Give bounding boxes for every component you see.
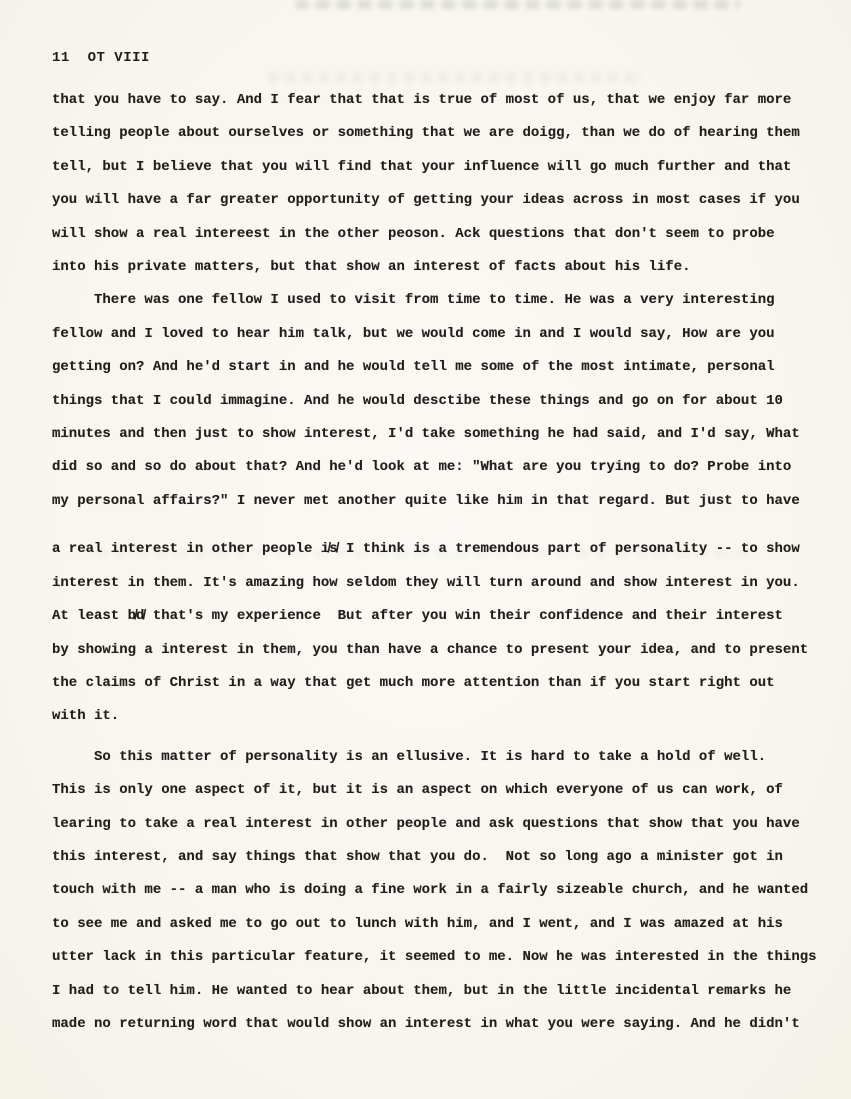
typed-line: to see me and asked me to go out to lunch with him, and I went, and I was amazed at his — [52, 915, 783, 932]
typed-line: So this matter of personality is an ellusive. It is hard to take a hold of well. — [52, 748, 767, 765]
typed-line: telling people about ourselves or something that we are doigg, than we do of hearing them — [52, 125, 800, 142]
typed-line: tell, but I believe that you will find that your influence will go much further and that — [52, 158, 792, 175]
typed-line: by showing a interest in them, you than have a chance to present your idea, and to present — [52, 641, 809, 658]
typed-line: minutes and then just to show interest, I'd take something he had said, and I'd say, What — [52, 426, 800, 443]
typed-line: This is only one aspect of it, but it is an aspect on which everyone of us can work, of — [52, 782, 783, 799]
typed-line: I had to tell him. He wanted to hear about them, but in the little incidental remarks he — [52, 982, 792, 999]
typed-line: will show a real intereest in the other peoson. Ack questions that don't seem to probe — [52, 225, 775, 242]
page-header-label: 11 OT VIII — [52, 50, 150, 66]
paragraph-4 — [52, 741, 831, 1042]
typed-line: interest in them. It's amazing how seldom they will turn around and show interest in you. — [52, 574, 800, 591]
paragraph-2 — [52, 284, 831, 518]
typed-line: a real interest in other people i̸s̸ I think is a tremendous part of personality -- to show — [52, 541, 800, 558]
typed-line: did so and so do about that? And he'd look at me: "What are you trying to do? Probe into — [52, 459, 792, 476]
typed-line: At least b̸d̸ that's my experience But after you win their confidence and their interest — [52, 608, 783, 625]
typed-line: this interest, and say things that show that you do. Not so long ago a minister got in — [52, 848, 783, 865]
typed-line: with it. — [52, 708, 120, 725]
typed-line: you will have a far greater opportunity of getting your ideas across in most cases if you — [52, 192, 800, 209]
typed-line: my personal affairs?" I never met another quite like him in that regard. But just to have — [52, 492, 800, 509]
typed-line: fellow and I loved to hear him talk, but we would come in and I would say, How are you — [52, 325, 775, 342]
typed-content — [52, 48, 831, 1041]
typed-line: that you have to say. And I fear that that is true of most of us, that we enjoy far more — [52, 92, 792, 108]
paragraph-3 — [52, 533, 831, 733]
typed-line: the claims of Christ in a way that get much more attention than if you start right out — [52, 674, 775, 691]
typed-line: things that I could immagine. And he would desctibe these things and go on for about 10 — [52, 392, 783, 409]
typed-line: touch with me -- a man who is doing a fine work in a fairly sizeable church, and he wanted — [52, 882, 809, 899]
typed-line: getting on? And he'd start in and he would tell me some of the most intimate, personal — [52, 359, 775, 376]
typed-line: There was one fellow I used to visit from time to time. He was a very interesting — [52, 292, 775, 309]
ink-ghost-top-edge — [295, 0, 740, 9]
paragraph-1 — [52, 84, 831, 284]
typed-line: learing to take a real interest in other people and ask questions that show that you have — [52, 815, 800, 832]
typed-line: into his private matters, but that show an interest of facts about his life. — [52, 259, 691, 276]
typed-line: made no returning word that would show an interest in what you were saying. And he didn't — [52, 1015, 800, 1032]
typed-line: utter lack in this particular feature, it seemed to me. Now he was interested in the things — [52, 949, 817, 966]
